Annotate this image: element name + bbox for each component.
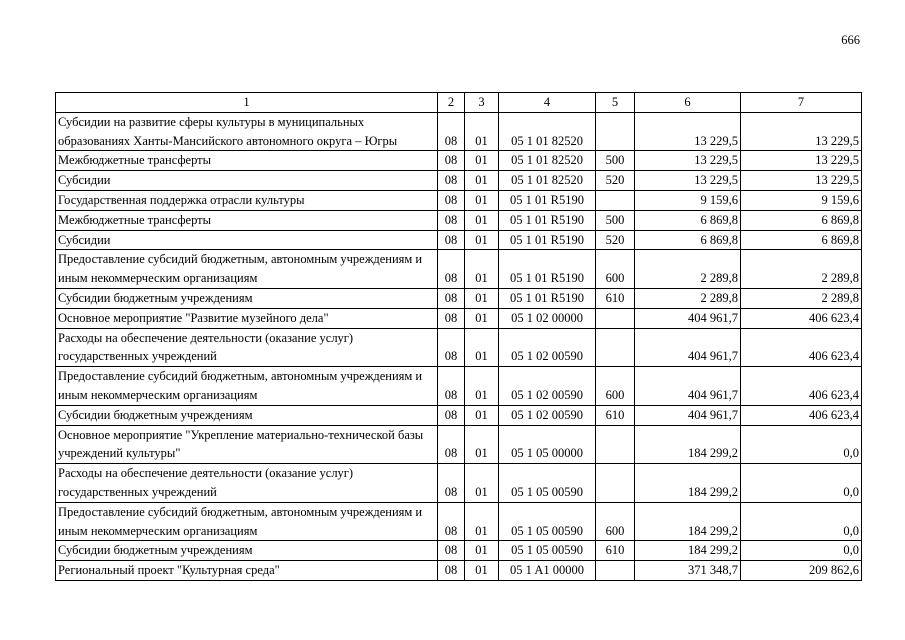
cell-sum-year-1: 9 159,6 — [635, 190, 741, 210]
cell-sum-year-1: 6 869,8 — [635, 210, 741, 230]
cell-name: Субсидии на развитие сферы культуры в муниципальных образованиях Ханты-Мансийского автономного округа – Югры — [56, 112, 438, 151]
cell-section: 08 — [438, 112, 465, 151]
col-header-section: 2 — [438, 93, 465, 113]
cell-target-article: 05 1 05 00590 — [499, 541, 596, 561]
col-header-sum-year-1: 6 — [635, 93, 741, 113]
cell-target-article: 05 1 02 00000 — [499, 308, 596, 328]
cell-expense-type: 600 — [596, 367, 635, 406]
cell-sum-year-1: 371 348,7 — [635, 561, 741, 581]
cell-subsection: 01 — [465, 210, 499, 230]
col-header-target-article: 4 — [499, 93, 596, 113]
cell-name: Расходы на обеспечение деятельности (оказание услуг) государственных учреждений — [56, 328, 438, 367]
cell-name: Субсидии бюджетным учреждениям — [56, 288, 438, 308]
cell-sum-year-2: 2 289,8 — [741, 288, 862, 308]
cell-name: Основное мероприятие "Укрепление материально-технической базы учреждений культуры" — [56, 425, 438, 464]
cell-sum-year-1: 13 229,5 — [635, 151, 741, 171]
cell-name: Межбюджетные трансферты — [56, 151, 438, 171]
cell-sum-year-1: 404 961,7 — [635, 328, 741, 367]
cell-sum-year-1: 13 229,5 — [635, 171, 741, 191]
cell-target-article: 05 1 02 00590 — [499, 367, 596, 406]
cell-section: 08 — [438, 308, 465, 328]
cell-sum-year-2: 0,0 — [741, 464, 862, 503]
cell-sum-year-2: 0,0 — [741, 425, 862, 464]
table-row — [56, 561, 862, 581]
cell-subsection: 01 — [465, 112, 499, 151]
cell-sum-year-2: 2 289,8 — [741, 250, 862, 289]
cell-section: 08 — [438, 425, 465, 464]
table-row — [56, 112, 862, 151]
table-row — [56, 190, 862, 210]
cell-expense-type — [596, 464, 635, 503]
cell-target-article: 05 1 02 00590 — [499, 405, 596, 425]
table-row — [56, 541, 862, 561]
cell-sum-year-2: 13 229,5 — [741, 112, 862, 151]
cell-section: 08 — [438, 405, 465, 425]
cell-section: 08 — [438, 151, 465, 171]
cell-expense-type: 500 — [596, 151, 635, 171]
table-row — [56, 230, 862, 250]
cell-expense-type — [596, 112, 635, 151]
cell-subsection: 01 — [465, 405, 499, 425]
table-row — [56, 405, 862, 425]
cell-target-article: 05 1 01 R5190 — [499, 288, 596, 308]
page-number: 666 — [841, 33, 860, 47]
table-row — [56, 210, 862, 230]
cell-sum-year-2: 9 159,6 — [741, 190, 862, 210]
cell-name: Субсидии — [56, 230, 438, 250]
cell-target-article: 05 1 01 R5190 — [499, 250, 596, 289]
cell-sum-year-1: 404 961,7 — [635, 405, 741, 425]
cell-section: 08 — [438, 464, 465, 503]
cell-sum-year-2: 406 623,4 — [741, 308, 862, 328]
cell-subsection: 01 — [465, 230, 499, 250]
cell-section: 08 — [438, 171, 465, 191]
cell-section: 08 — [438, 502, 465, 541]
cell-subsection: 01 — [465, 561, 499, 581]
cell-sum-year-1: 13 229,5 — [635, 112, 741, 151]
cell-subsection: 01 — [465, 190, 499, 210]
cell-sum-year-2: 6 869,8 — [741, 230, 862, 250]
table-row — [56, 308, 862, 328]
cell-expense-type — [596, 561, 635, 581]
cell-name: Субсидии — [56, 171, 438, 191]
cell-name: Предоставление субсидий бюджетным, автономным учреждениям и иным некоммерческим организациям — [56, 502, 438, 541]
cell-target-article: 05 1 01 82520 — [499, 112, 596, 151]
col-header-expense-type: 5 — [596, 93, 635, 113]
cell-name: Государственная поддержка отрасли культуры — [56, 190, 438, 210]
cell-expense-type: 610 — [596, 541, 635, 561]
cell-target-article: 05 1 01 82520 — [499, 171, 596, 191]
cell-expense-type: 610 — [596, 405, 635, 425]
cell-name: Субсидии бюджетным учреждениям — [56, 541, 438, 561]
cell-sum-year-1: 404 961,7 — [635, 308, 741, 328]
cell-sum-year-2: 209 862,6 — [741, 561, 862, 581]
cell-section: 08 — [438, 210, 465, 230]
cell-expense-type: 520 — [596, 171, 635, 191]
cell-subsection: 01 — [465, 502, 499, 541]
col-header-name: 1 — [56, 93, 438, 113]
cell-expense-type — [596, 328, 635, 367]
cell-section: 08 — [438, 250, 465, 289]
cell-sum-year-1: 184 299,2 — [635, 464, 741, 503]
cell-section: 08 — [438, 328, 465, 367]
cell-expense-type: 520 — [596, 230, 635, 250]
cell-name: Межбюджетные трансферты — [56, 210, 438, 230]
table-row — [56, 288, 862, 308]
cell-sum-year-1: 2 289,8 — [635, 250, 741, 289]
cell-sum-year-2: 406 623,4 — [741, 367, 862, 406]
cell-subsection: 01 — [465, 425, 499, 464]
cell-target-article: 05 1 01 R5190 — [499, 190, 596, 210]
cell-expense-type: 610 — [596, 288, 635, 308]
cell-sum-year-2: 13 229,5 — [741, 171, 862, 191]
cell-expense-type — [596, 190, 635, 210]
cell-section: 08 — [438, 190, 465, 210]
table-body — [56, 112, 862, 580]
col-header-sum-year-2: 7 — [741, 93, 862, 113]
cell-subsection: 01 — [465, 151, 499, 171]
cell-sum-year-1: 184 299,2 — [635, 502, 741, 541]
budget-table — [55, 92, 862, 581]
table-row — [56, 151, 862, 171]
cell-name: Субсидии бюджетным учреждениям — [56, 405, 438, 425]
cell-expense-type: 500 — [596, 210, 635, 230]
cell-section: 08 — [438, 541, 465, 561]
cell-expense-type: 600 — [596, 250, 635, 289]
cell-subsection: 01 — [465, 308, 499, 328]
cell-name: Предоставление субсидий бюджетным, автономным учреждениям и иным некоммерческим организациям — [56, 367, 438, 406]
cell-name: Региональный проект "Культурная среда" — [56, 561, 438, 581]
table-row — [56, 425, 862, 464]
cell-sum-year-2: 0,0 — [741, 502, 862, 541]
cell-target-article: 05 1 01 82520 — [499, 151, 596, 171]
cell-sum-year-2: 0,0 — [741, 541, 862, 561]
cell-section: 08 — [438, 288, 465, 308]
cell-target-article: 05 1 A1 00000 — [499, 561, 596, 581]
cell-expense-type: 600 — [596, 502, 635, 541]
cell-sum-year-2: 6 869,8 — [741, 210, 862, 230]
cell-subsection: 01 — [465, 288, 499, 308]
cell-sum-year-2: 406 623,4 — [741, 328, 862, 367]
table-row — [56, 367, 862, 406]
col-header-subsection: 3 — [465, 93, 499, 113]
cell-section: 08 — [438, 230, 465, 250]
cell-sum-year-1: 184 299,2 — [635, 425, 741, 464]
cell-name: Предоставление субсидий бюджетным, автономным учреждениям и иным некоммерческим организациям — [56, 250, 438, 289]
cell-subsection: 01 — [465, 367, 499, 406]
cell-section: 08 — [438, 367, 465, 406]
cell-sum-year-1: 2 289,8 — [635, 288, 741, 308]
cell-target-article: 05 1 01 R5190 — [499, 230, 596, 250]
table-row — [56, 464, 862, 503]
cell-name: Основное мероприятие "Развитие музейного дела" — [56, 308, 438, 328]
cell-target-article: 05 1 01 R5190 — [499, 210, 596, 230]
cell-expense-type — [596, 425, 635, 464]
cell-name: Расходы на обеспечение деятельности (оказание услуг) государственных учреждений — [56, 464, 438, 503]
cell-sum-year-2: 13 229,5 — [741, 151, 862, 171]
cell-subsection: 01 — [465, 250, 499, 289]
cell-section: 08 — [438, 561, 465, 581]
cell-sum-year-1: 184 299,2 — [635, 541, 741, 561]
cell-target-article: 05 1 05 00590 — [499, 464, 596, 503]
cell-subsection: 01 — [465, 171, 499, 191]
cell-sum-year-2: 406 623,4 — [741, 405, 862, 425]
cell-subsection: 01 — [465, 464, 499, 503]
table-row — [56, 328, 862, 367]
cell-subsection: 01 — [465, 328, 499, 367]
table-row — [56, 171, 862, 191]
cell-subsection: 01 — [465, 541, 499, 561]
cell-sum-year-1: 6 869,8 — [635, 230, 741, 250]
cell-sum-year-1: 404 961,7 — [635, 367, 741, 406]
cell-target-article: 05 1 02 00590 — [499, 328, 596, 367]
cell-target-article: 05 1 05 00000 — [499, 425, 596, 464]
table-row — [56, 250, 862, 289]
table-row — [56, 502, 862, 541]
cell-target-article: 05 1 05 00590 — [499, 502, 596, 541]
cell-expense-type — [596, 308, 635, 328]
table-header-row — [56, 93, 862, 113]
